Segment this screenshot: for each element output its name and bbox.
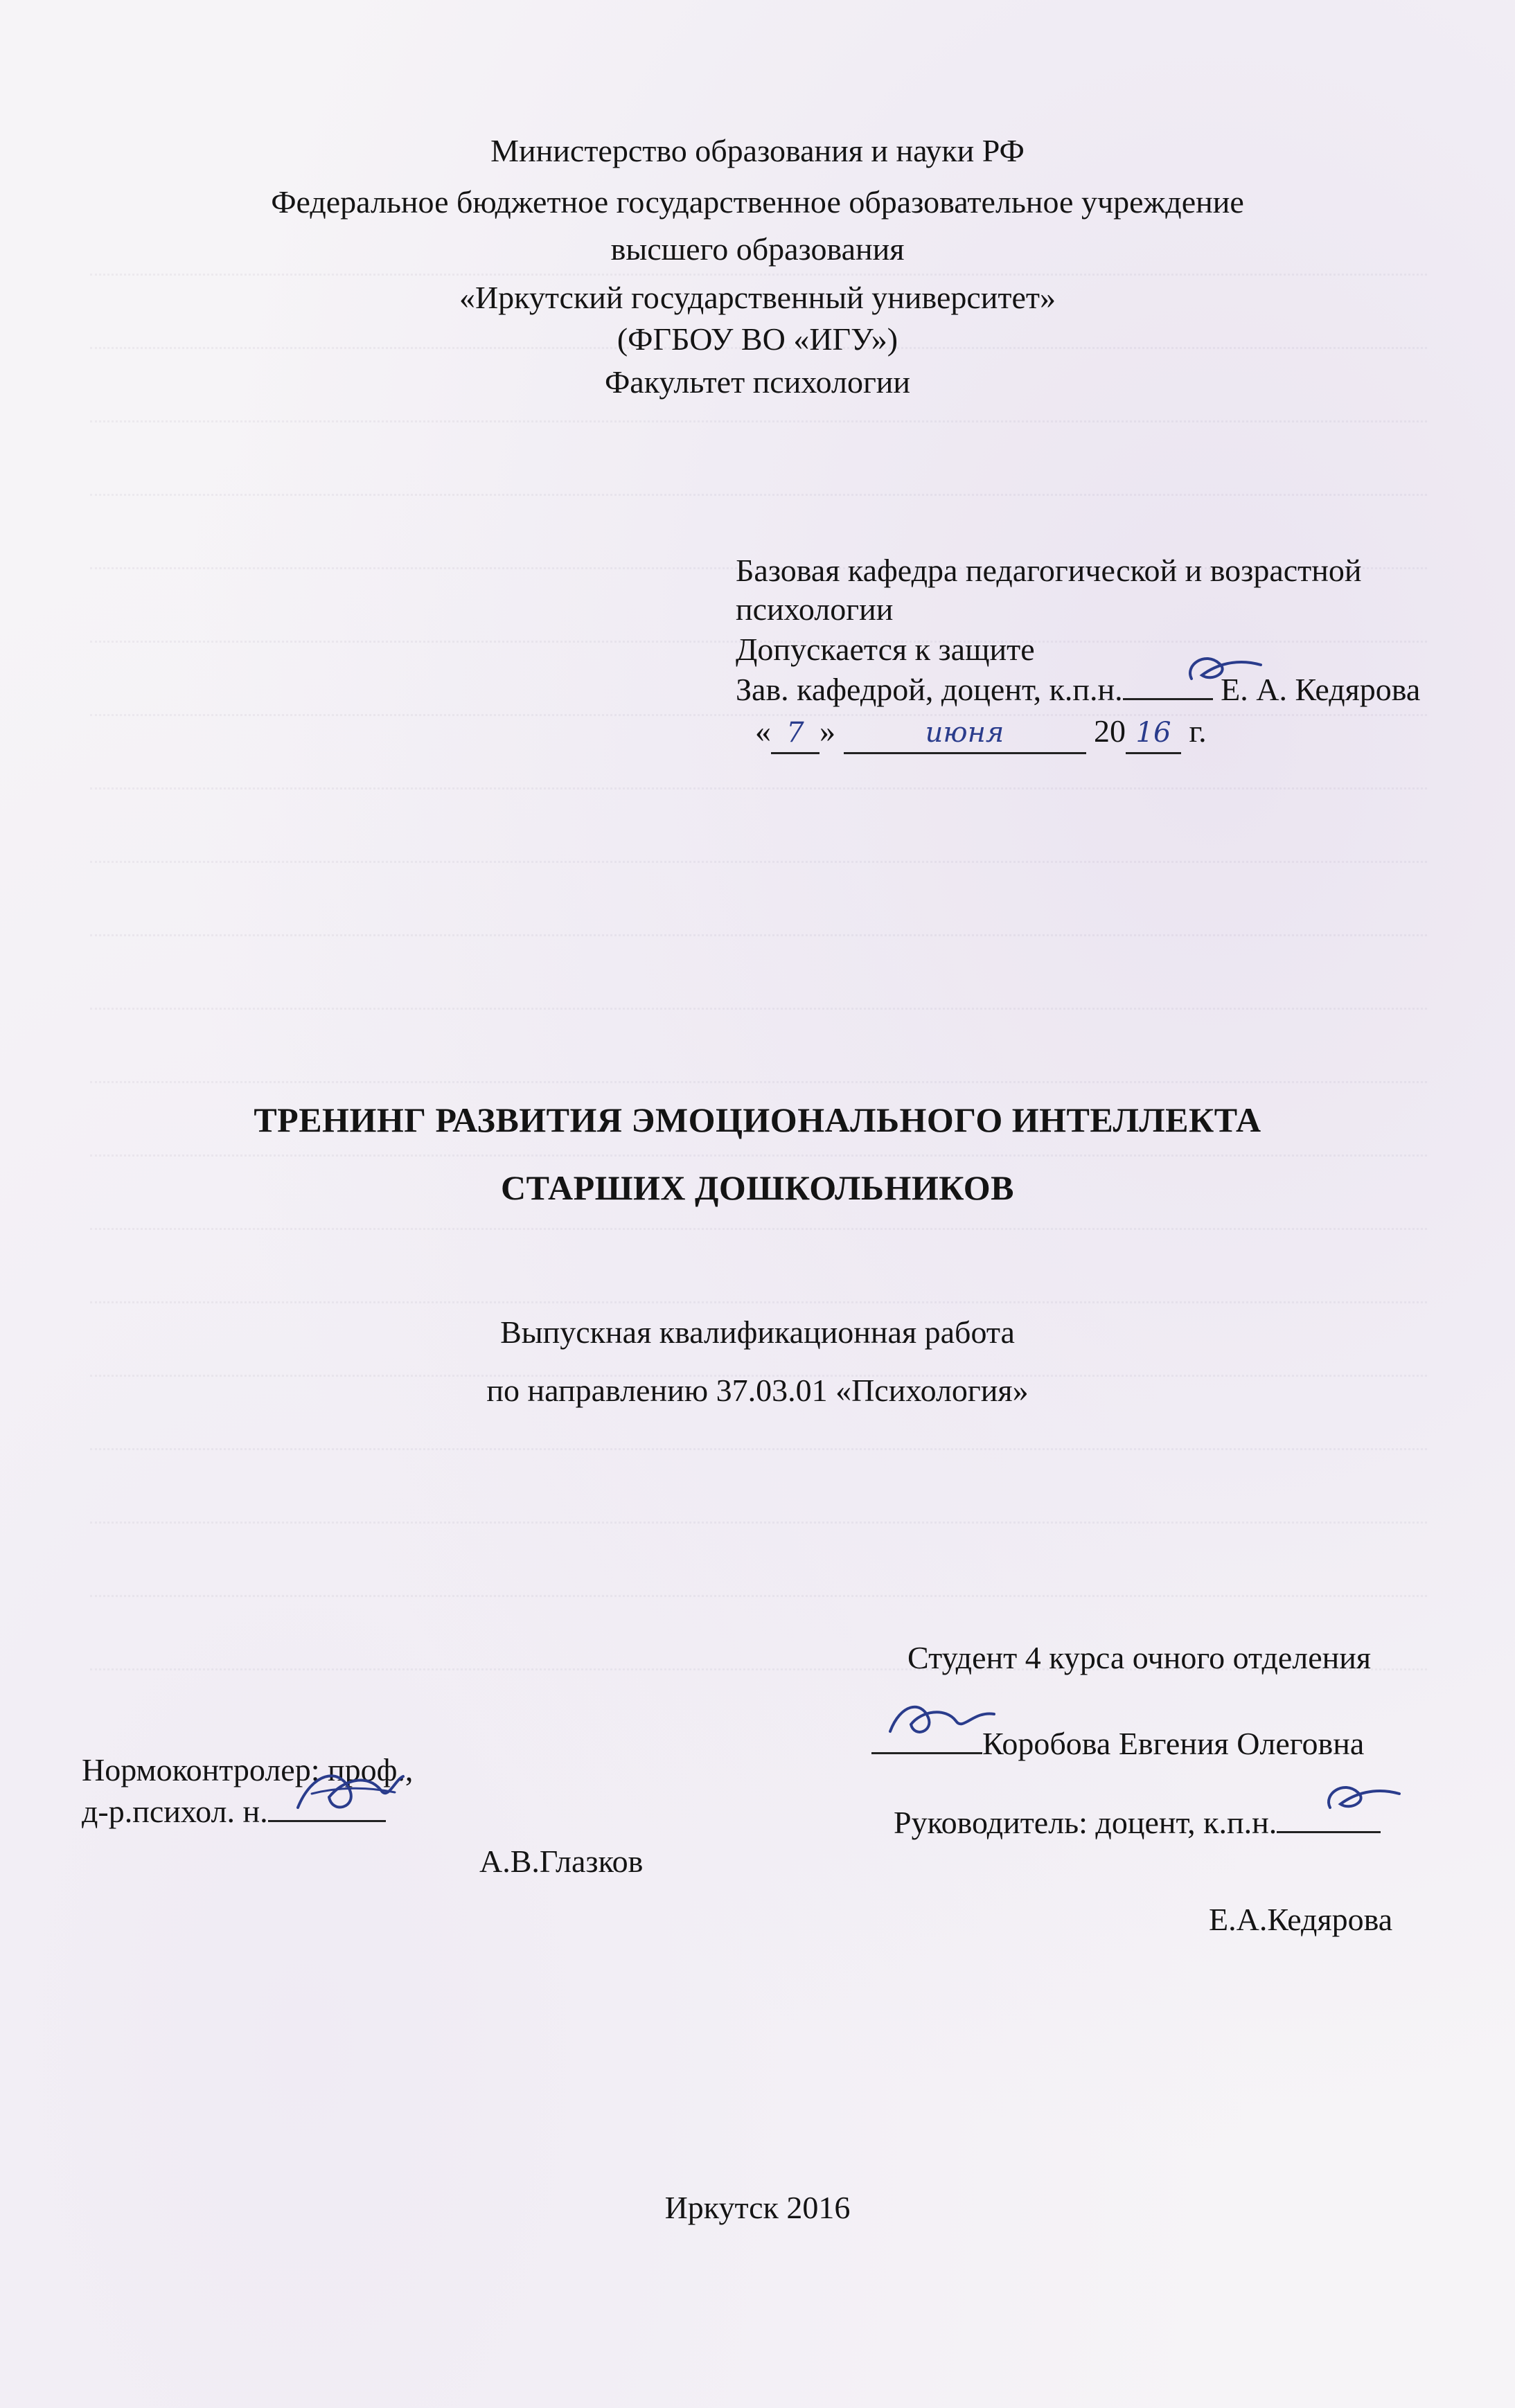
university-line: «Иркутский государственный университет» — [459, 280, 1056, 315]
normcontrol-name: А.В.Глазков — [479, 1844, 644, 1879]
normcontrol-degree: д-р.психол. н. — [82, 1794, 268, 1829]
normcontrol-signature-blank — [268, 1792, 386, 1822]
admitted-to-defense: Допускается к защите — [736, 632, 1035, 667]
head-prefix: Зав. кафедрой, доцент, к.п.н. — [736, 672, 1123, 707]
institution-type-line: Федеральное бюджетное государственное образовательное учреждение — [271, 184, 1244, 220]
date-day: 7 — [771, 713, 819, 754]
normcontrol-line-2 — [82, 1792, 386, 1831]
head-signature-blank — [1123, 670, 1213, 700]
abbreviation-line: (ФГБОУ ВО «ИГУ») — [617, 321, 898, 357]
faculty-line: Факультет психологии — [604, 364, 911, 400]
head-of-department-line — [736, 670, 1420, 709]
date-open-quote: « — [755, 713, 771, 749]
normcontrol-line-1: Нормоконтролер: проф., — [82, 1752, 414, 1787]
work-type-line: Выпускная квалификационная работа — [500, 1314, 1015, 1350]
ministry-line: Министерство образования и науки РФ — [490, 133, 1025, 168]
supervisor-name: Е.А.Кедярова — [1209, 1902, 1393, 1937]
department-line-2: психологии — [736, 591, 894, 627]
work-direction-line: по направлению 37.03.01 «Психология» — [486, 1373, 1029, 1408]
supervisor-label: Руководитель: доцент, к.п.н. — [894, 1805, 1277, 1840]
student-signature-blank — [871, 1724, 982, 1754]
approval-date-line — [755, 712, 1207, 754]
student-course-line: Студент 4 курса очного отделения — [907, 1640, 1372, 1675]
supervisor-signature-blank — [1277, 1803, 1381, 1833]
student-signature-line — [871, 1724, 1364, 1763]
date-year-end: г. — [1189, 713, 1207, 749]
bleed-through-texture — [90, 208, 1427, 1662]
date-close-quote: » — [819, 713, 835, 749]
date-year-suffix: 16 — [1126, 713, 1181, 754]
student-name: Коробова Евгения Олеговна — [982, 1726, 1365, 1761]
work-title-line-2: СТАРШИХ ДОШКОЛЬНИКОВ — [501, 1168, 1014, 1207]
supervisor-line — [894, 1803, 1381, 1842]
work-title-line-1: ТРЕНИНГ РАЗВИТИЯ ЭМОЦИОНАЛЬНОГО ИНТЕЛЛЕКТА — [254, 1100, 1261, 1139]
date-year-prefix: 20 — [1094, 713, 1126, 749]
department-line-1: Базовая кафедра педагогической и возрастной — [736, 553, 1362, 588]
head-name: Е. А. Кедярова — [1221, 672, 1421, 707]
date-month: июня — [844, 713, 1086, 754]
city-year: Иркутск 2016 — [664, 2190, 851, 2225]
education-level-line: высшего образования — [610, 231, 905, 267]
